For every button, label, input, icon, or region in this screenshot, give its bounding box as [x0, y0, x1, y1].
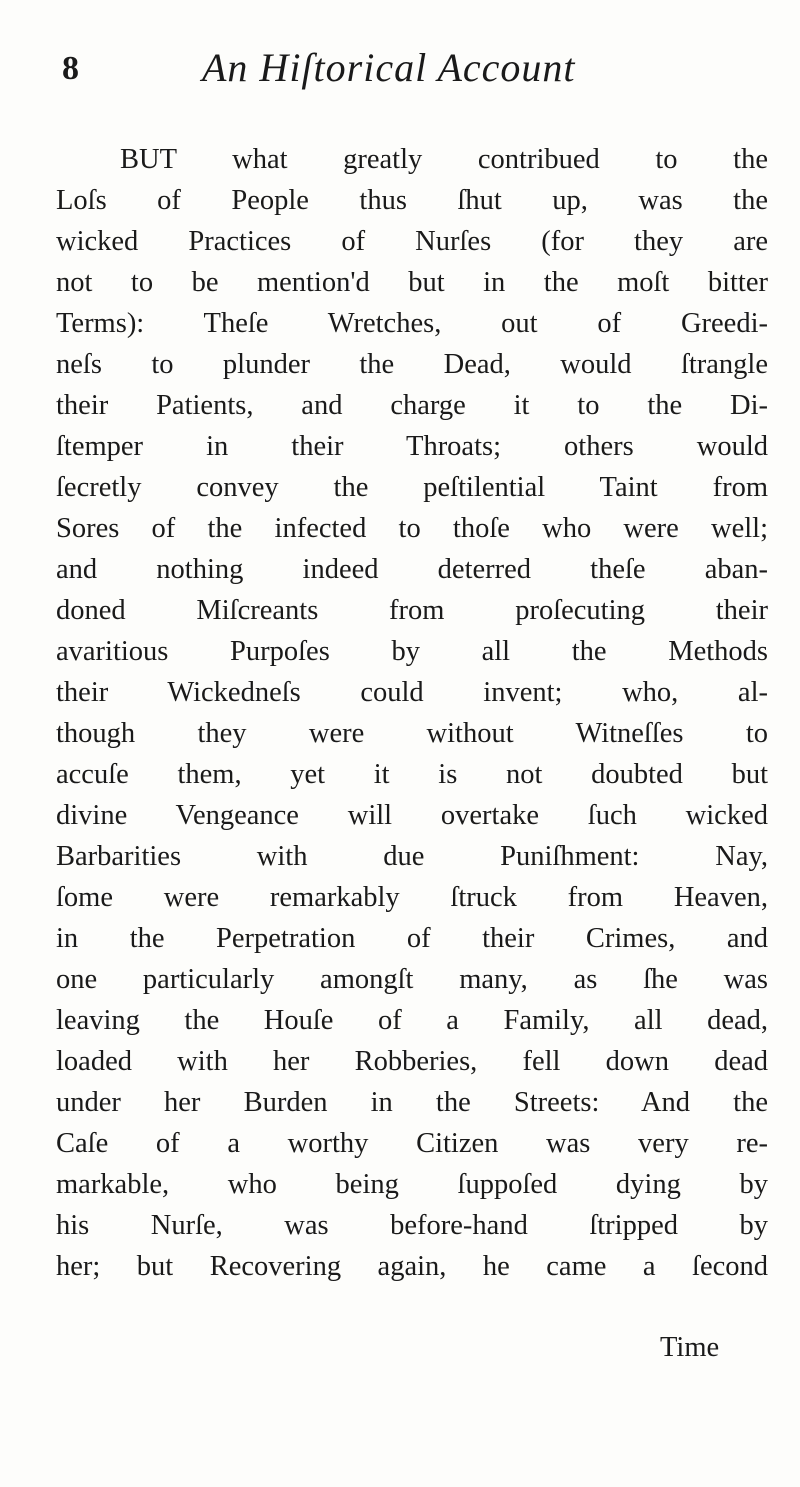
text-line: neſs to plunder the Dead, would ſtrangle — [56, 349, 768, 380]
text-line: ſecretly convey the peſtilential Taint from — [56, 472, 768, 503]
running-head — [62, 44, 752, 104]
text-line: though they were without Witneſſes to — [56, 718, 768, 749]
text-line: accuſe them, yet it is not doubted but — [56, 759, 768, 790]
text-line: divine Vengeance will overtake ſuch wicked — [56, 800, 768, 831]
text-line: their Wickedneſs could invent; who, al- — [56, 677, 768, 708]
text-line: ſome were remarkably ſtruck from Heaven, — [56, 882, 768, 913]
catchword: Time — [660, 1332, 720, 1363]
text-line: leaving the Houſe of a Family, all dead, — [56, 1005, 768, 1036]
running-title: An Hiſtorical Account — [202, 45, 576, 90]
text-line: his Nurſe, was before-hand ſtripped by — [56, 1210, 768, 1241]
text-line: doned Miſcreants from proſecuting their — [56, 595, 768, 626]
page-number: 8 — [62, 50, 79, 87]
text-line: her; but Recovering again, he came a ſecond — [56, 1251, 768, 1282]
text-line: and nothing indeed deterred theſe aban- — [56, 554, 768, 585]
text-line: their Patients, and charge it to the Di- — [56, 390, 768, 421]
text-line: markable, who being ſuppoſed dying by — [56, 1169, 768, 1200]
text-line: Terms): Theſe Wretches, out of Greedi- — [56, 308, 768, 339]
text-line: BUT what greatly contribued to the — [120, 144, 768, 175]
text-line: in the Perpetration of their Crimes, and — [56, 923, 768, 954]
text-line: Caſe of a worthy Citizen was very re- — [56, 1128, 768, 1159]
text-line: avaritious Purpoſes by all the Methods — [56, 636, 768, 667]
text-line: one particularly amongſt many, as ſhe was — [56, 964, 768, 995]
text-line: Barbarities with due Puniſhment: Nay, — [56, 841, 768, 872]
text-line: wicked Practices of Nurſes (for they are — [56, 226, 768, 257]
text-line: Sores of the infected to thoſe who were well; — [56, 513, 768, 544]
text-line: under her Burden in the Streets: And the — [56, 1087, 768, 1118]
text-line: Loſs of People thus ſhut up, was the — [56, 185, 768, 216]
text-line: ſtemper in their Throats; others would — [56, 431, 768, 462]
text-line: not to be mention'd but in the moſt bitter — [56, 267, 768, 298]
text-line: loaded with her Robberies, fell down dead — [56, 1046, 768, 1077]
